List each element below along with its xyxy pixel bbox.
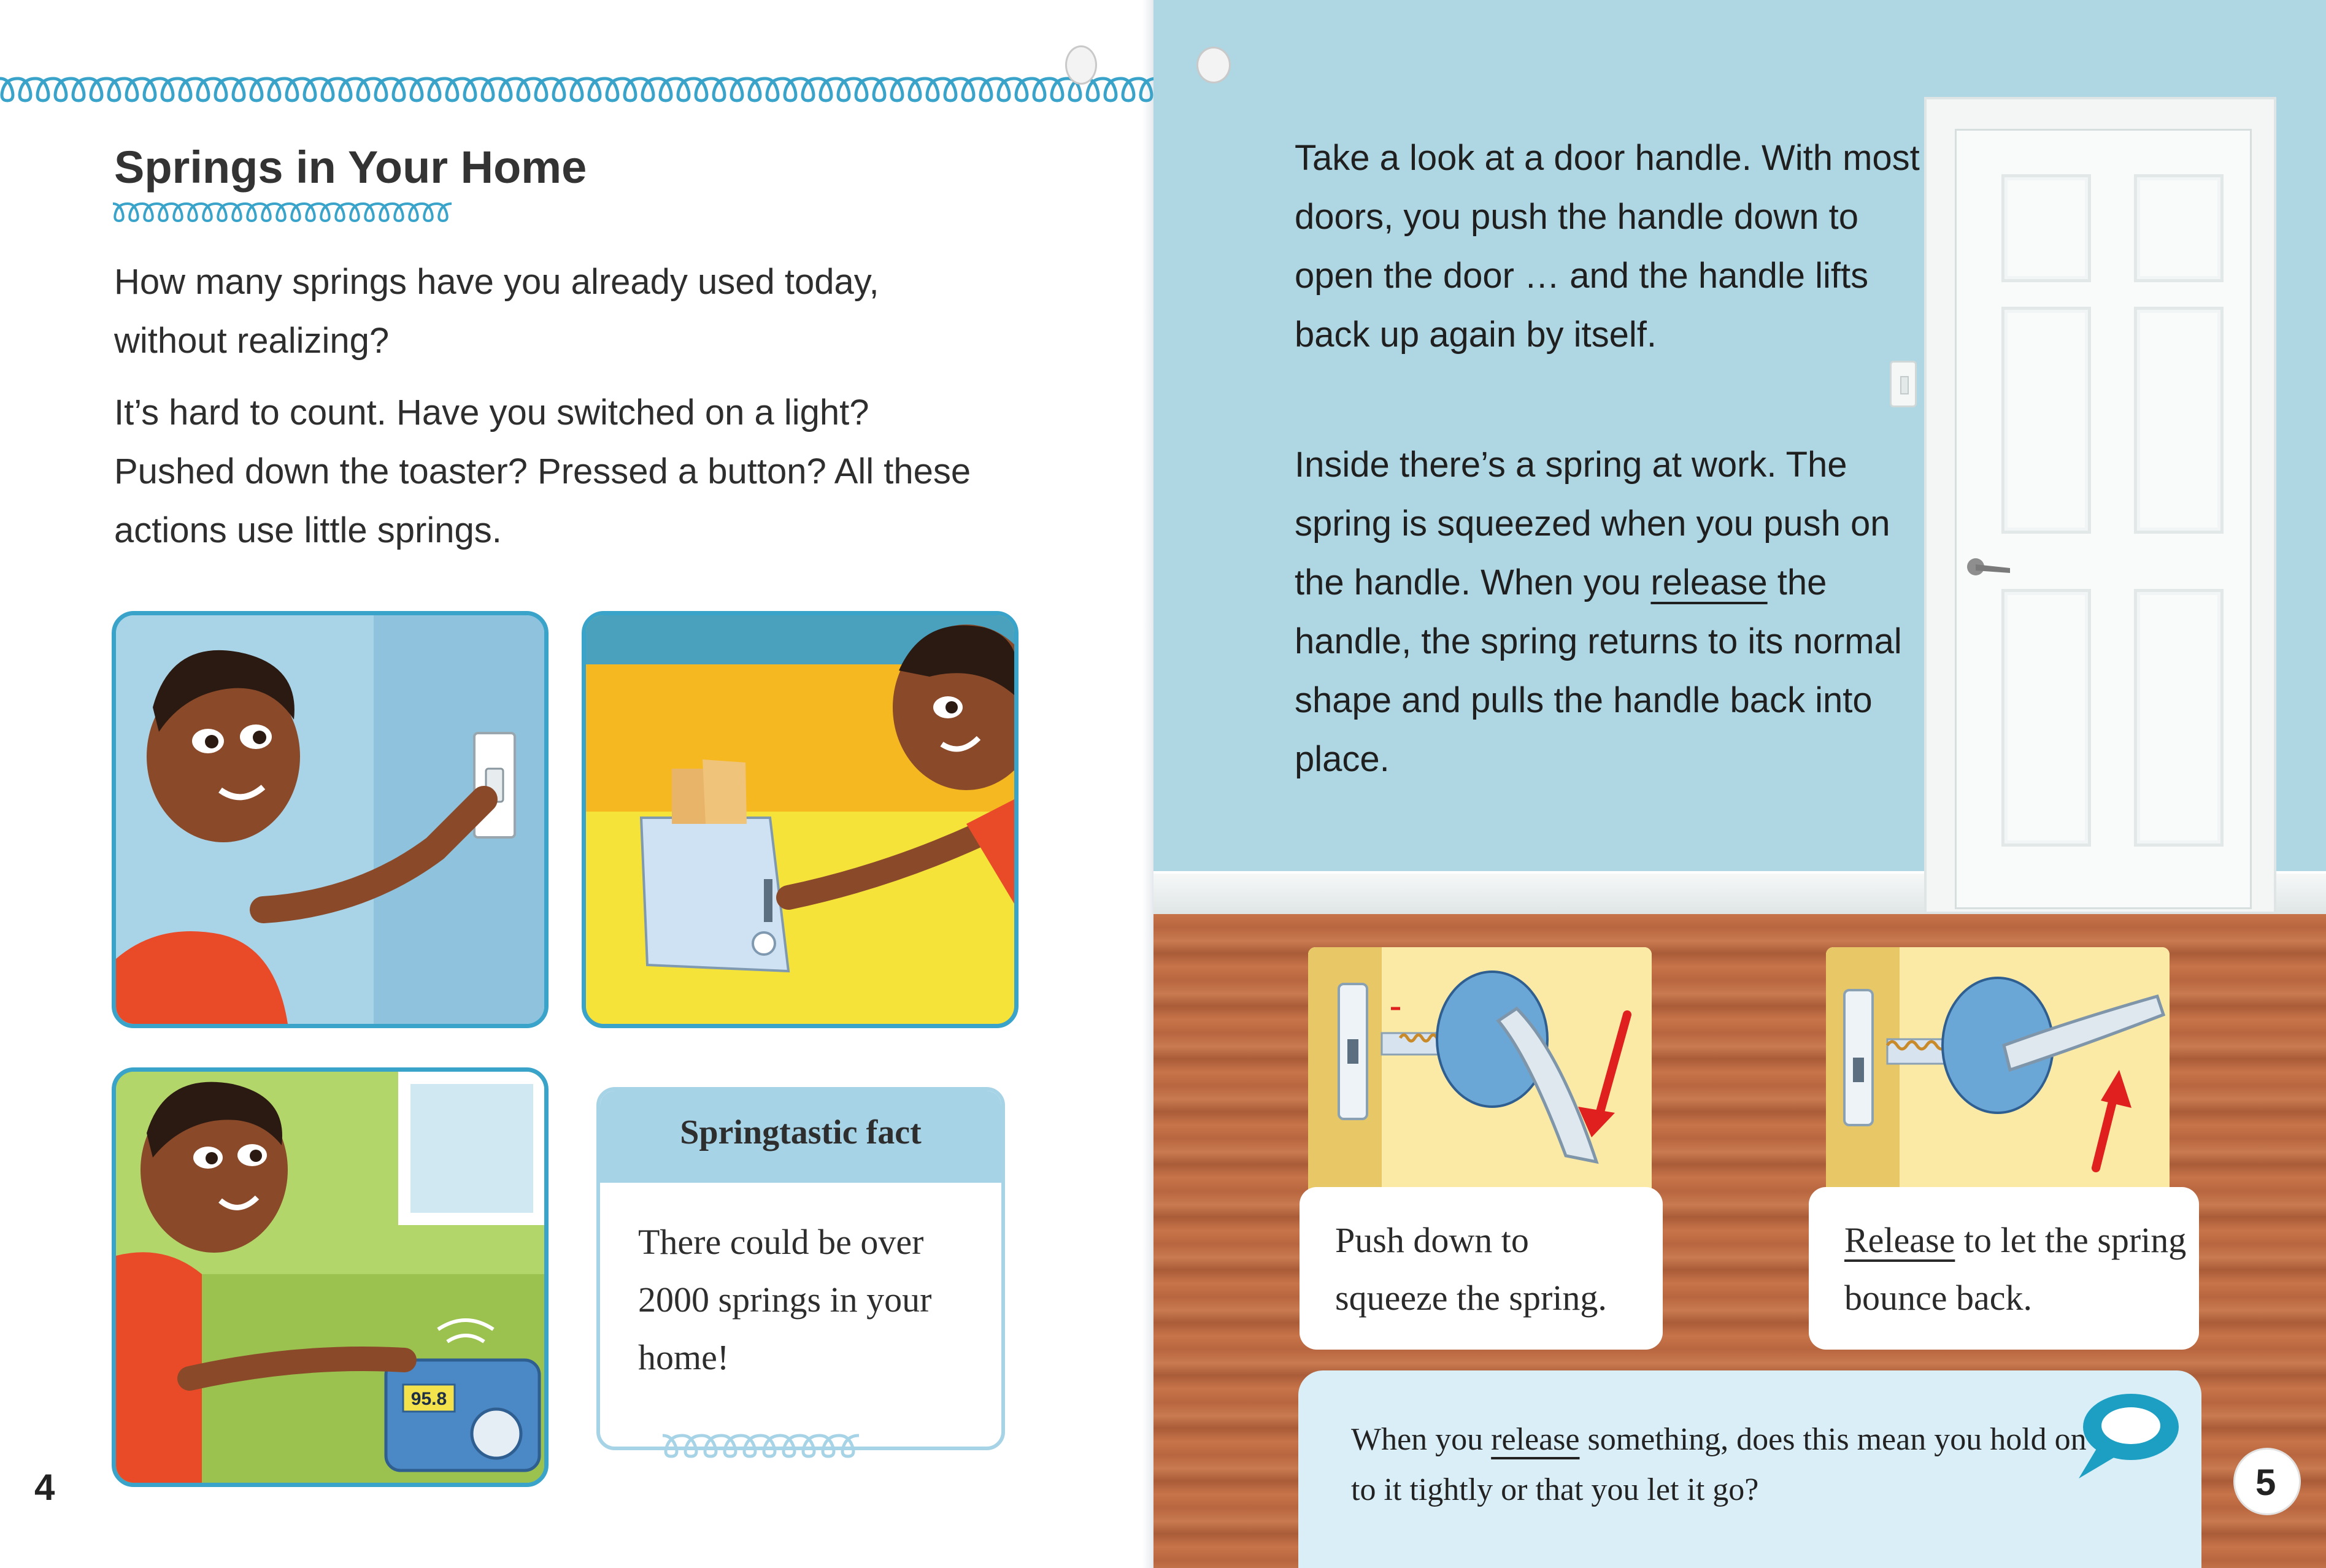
illustration-toaster <box>582 611 1019 1028</box>
door-handle <box>1963 553 2012 580</box>
door-panel <box>2001 307 2091 534</box>
radio-display: 95.8 <box>410 1389 447 1409</box>
fact-box <box>596 1087 1005 1450</box>
glossary-word-release-question[interactable]: release <box>1491 1422 1580 1457</box>
fact-title: Springtastic fact <box>680 1113 922 1151</box>
spring-paragraph <box>1295 436 1933 789</box>
question-box <box>1298 1370 2201 1568</box>
caption-box-push <box>1300 1187 1663 1350</box>
caption-box-release <box>1809 1187 2199 1350</box>
spring-text-start: Inside there’s a spring at work. The spring is squeezed when you push on the handle. When you <box>1295 445 1890 602</box>
wall-light-switch <box>1890 361 1917 407</box>
door-panel <box>2001 589 2091 847</box>
caption-release-text <box>1844 1212 2188 1327</box>
illustration-radio <box>112 1067 549 1487</box>
door-panel <box>2001 174 2091 282</box>
question-text <box>1351 1415 2087 1515</box>
binding-hole-right <box>1196 47 1231 83</box>
diagram-release <box>1826 947 2170 1205</box>
top-squiggle-border <box>0 60 1153 103</box>
question-end: something, does this mean you hold on to it tightly or that you let it go? <box>1351 1422 2087 1507</box>
intro-paragraph: How many springs have you already used today, without realizing? <box>114 262 879 361</box>
binding-hole <box>1065 45 1097 85</box>
caption-release-rest: to let the spring bounce back. <box>1844 1220 2187 1318</box>
fact-header <box>600 1091 1001 1183</box>
fact-text: There could be over 2000 springs in your home! <box>638 1222 932 1377</box>
window <box>398 1072 544 1225</box>
examples-paragraph: It’s hard to count. Have you switched on a light? Pushed down the toaster? Pressed a button? All these actions use little springs. <box>114 393 971 550</box>
glossary-word-release[interactable]: release <box>1650 563 1768 602</box>
door-panel <box>2134 174 2224 282</box>
title-underline-squiggle <box>113 195 574 226</box>
question-start: When you <box>1351 1422 1492 1457</box>
door-handle-paragraph: Take a look at a door handle. With most doors, you push the handle down to open the door … and the handle lifts back up again by itself. <box>1295 138 1920 355</box>
fact-squiggle <box>663 1411 945 1460</box>
speech-bubble-icon <box>2073 1389 2183 1481</box>
caption-push-text: Push down to squeeze the spring. <box>1335 1220 1607 1318</box>
diagram-push-down <box>1308 947 1652 1205</box>
illustration-light-switch <box>112 611 549 1028</box>
spring-text-end: the handle, the spring returns to its normal shape and pulls the handle back into place. <box>1295 563 1902 779</box>
page-title: Springs in Your Home <box>114 142 587 193</box>
door-panel <box>2134 589 2224 847</box>
page-number-right: 5 <box>2255 1462 2276 1503</box>
page-number-left: 4 <box>34 1467 55 1508</box>
door-panel <box>2134 307 2224 534</box>
glossary-word-release-caption[interactable]: Release <box>1844 1220 1955 1260</box>
